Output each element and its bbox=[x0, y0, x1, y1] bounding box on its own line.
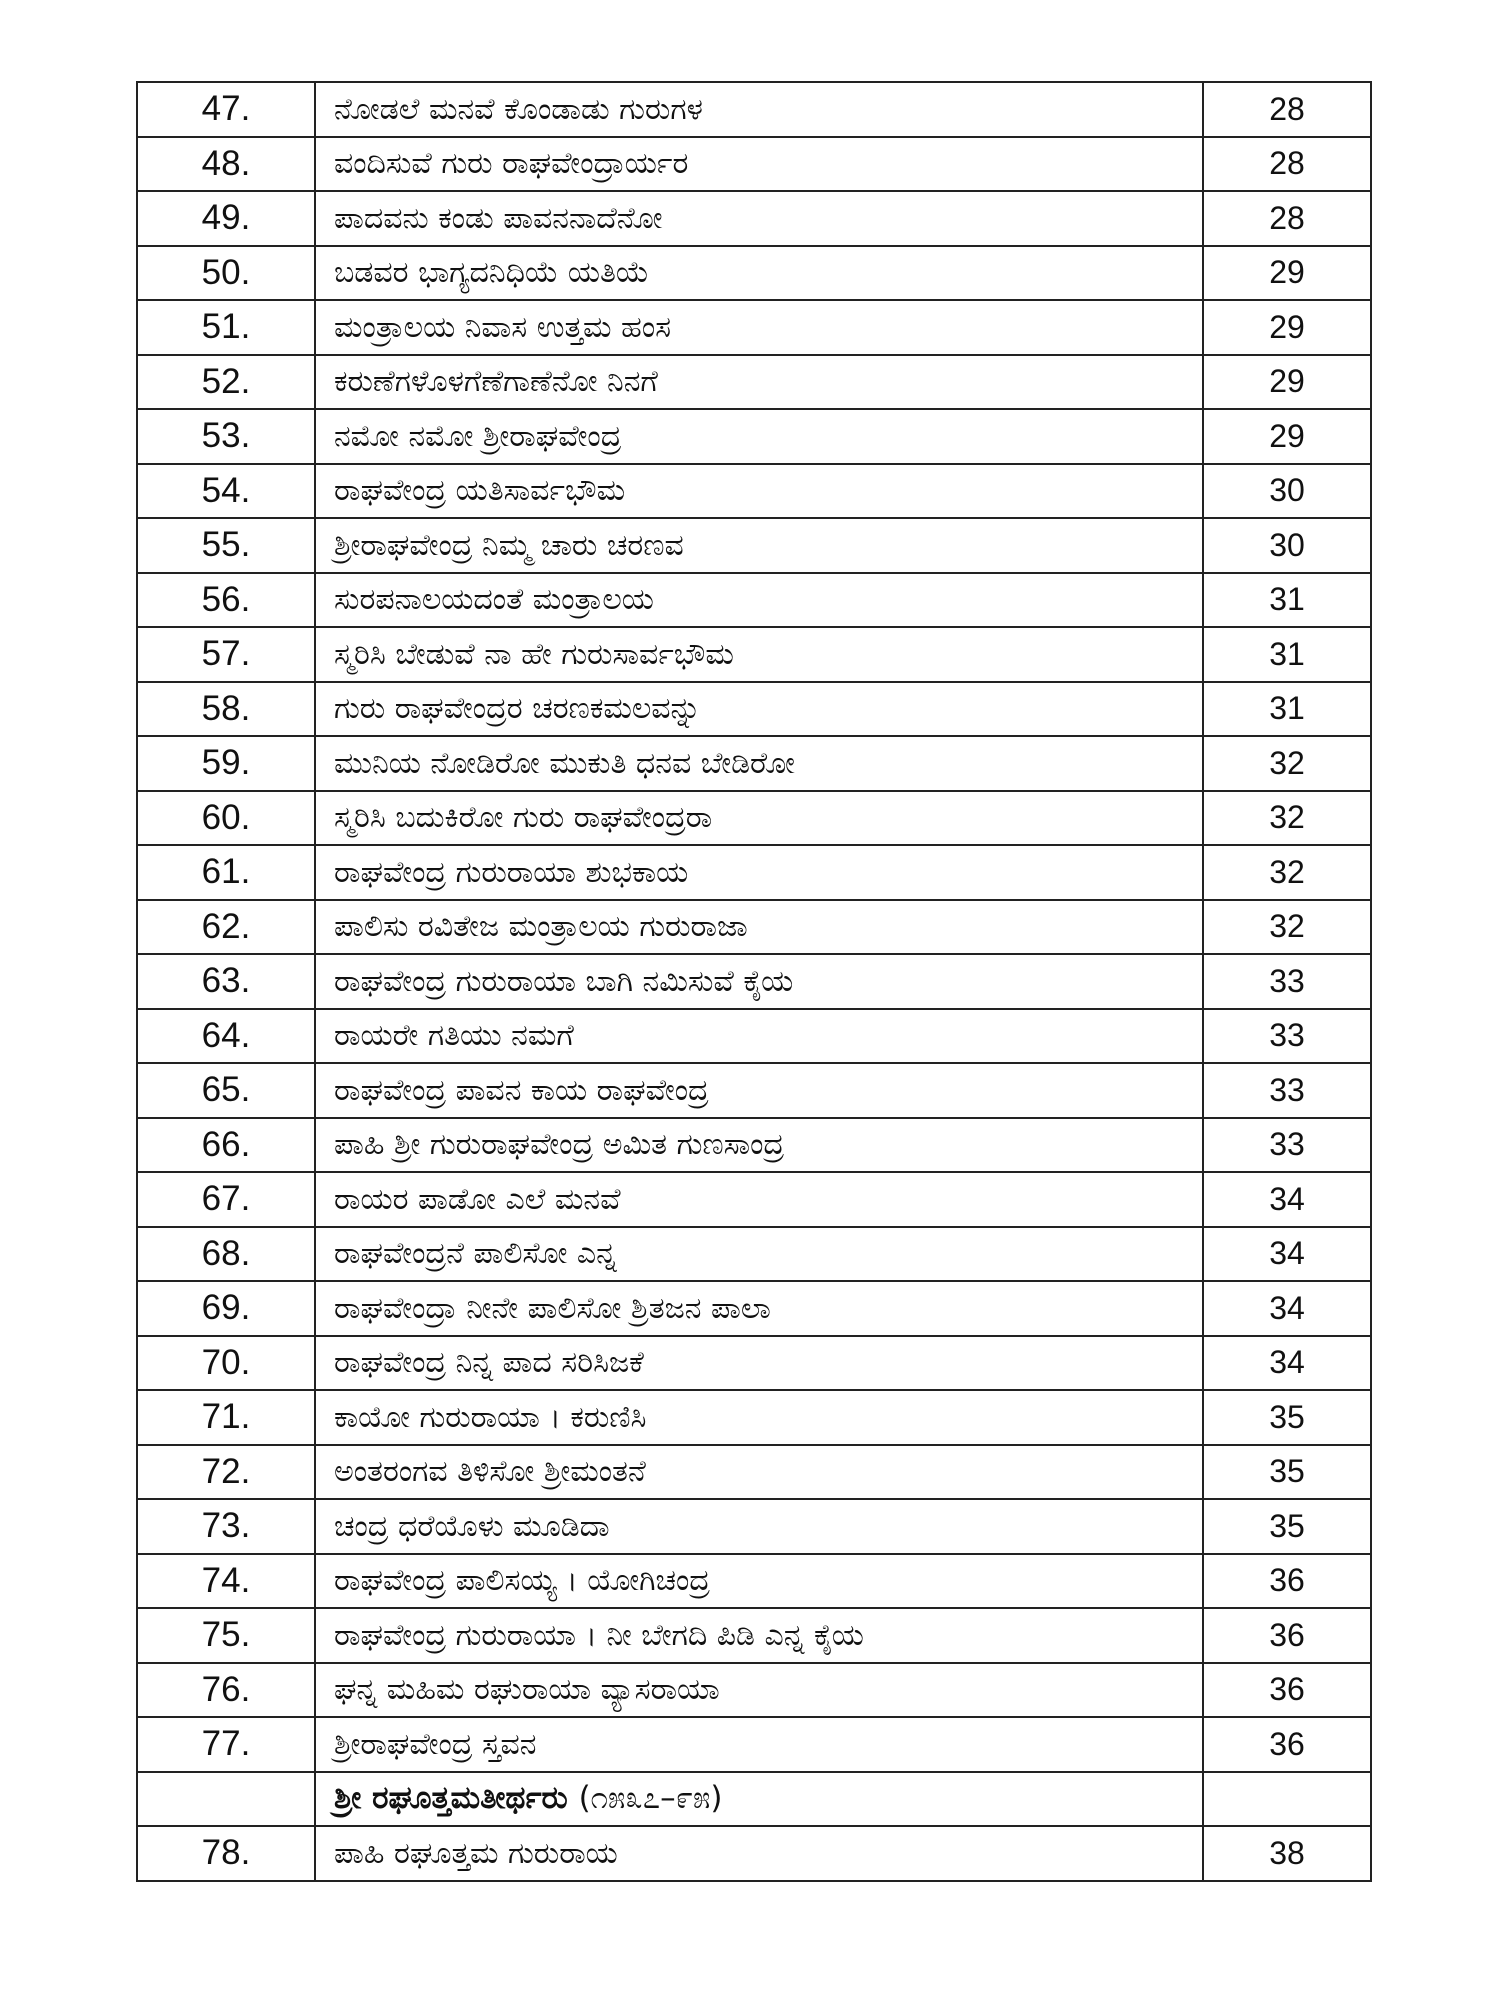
toc-row bbox=[137, 1281, 1371, 1336]
row-page: 30 bbox=[1203, 464, 1371, 519]
row-title: ಸುರಪನಾಲಯದಂತೆ ಮಂತ್ರಾಲಯ bbox=[315, 573, 1203, 628]
row-number: 51. bbox=[137, 300, 315, 355]
row-title: ರಾಘವೇಂದ್ರನೆ ಪಾಲಿಸೋ ಎನ್ನ bbox=[315, 1227, 1203, 1282]
row-page: 35 bbox=[1203, 1390, 1371, 1445]
row-page: 29 bbox=[1203, 246, 1371, 301]
row-title: ರಾಯರೇ ಗತಿಯು ನಮಗೆ bbox=[315, 1009, 1203, 1064]
toc-row bbox=[137, 355, 1371, 410]
row-title: ರಾಘವೇಂದ್ರ ಗುರುರಾಯಾ ಬಾಗಿ ನಮಿಸುವೆ ಕೈಯ bbox=[315, 954, 1203, 1009]
row-number: 57. bbox=[137, 627, 315, 682]
toc-row bbox=[137, 1009, 1371, 1064]
row-page: 35 bbox=[1203, 1445, 1371, 1500]
row-title: ಗುರು ರಾಘವೇಂದ್ರರ ಚರಣಕಮಲವನ್ನು bbox=[315, 682, 1203, 737]
row-title: ಪಾಲಿಸು ರವಿತೇಜ ಮಂತ್ರಾಲಯ ಗುರುರಾಜಾ bbox=[315, 900, 1203, 955]
toc-row bbox=[137, 1172, 1371, 1227]
toc-row bbox=[137, 954, 1371, 1009]
row-title: ರಾಘವೇಂದ್ರ ಯತಿಸಾರ್ವಭೌಮ bbox=[315, 464, 1203, 519]
row-number: 65. bbox=[137, 1063, 315, 1118]
row-page: 28 bbox=[1203, 137, 1371, 192]
section-years: (೧೫೩೭–೯೫) bbox=[578, 1780, 723, 1817]
row-title: ವಂದಿಸುವೆ ಗುರು ರಾಘವೇಂದ್ರಾರ್ಯರ bbox=[315, 137, 1203, 192]
row-page: 28 bbox=[1203, 191, 1371, 246]
row-number: 48. bbox=[137, 137, 315, 192]
row-number: 50. bbox=[137, 246, 315, 301]
toc-row bbox=[137, 300, 1371, 355]
row-page: 33 bbox=[1203, 1118, 1371, 1173]
row-number: 74. bbox=[137, 1554, 315, 1609]
toc-row bbox=[137, 82, 1371, 137]
row-page: 34 bbox=[1203, 1336, 1371, 1391]
row-title: ಸ್ಮರಿಸಿ ಬೇಡುವೆ ನಾ ಹೇ ಗುರುಸಾರ್ವಭೌಮ bbox=[315, 627, 1203, 682]
row-page: 31 bbox=[1203, 627, 1371, 682]
row-number: 78. bbox=[137, 1826, 315, 1881]
toc-row bbox=[137, 246, 1371, 301]
row-page: 36 bbox=[1203, 1554, 1371, 1609]
toc-row bbox=[137, 137, 1371, 192]
row-title: ಬಡವರ ಭಾಗ್ಯದನಿಧಿಯೆ ಯತಿಯೆ bbox=[315, 246, 1203, 301]
toc-row bbox=[137, 1663, 1371, 1718]
row-page: 31 bbox=[1203, 573, 1371, 628]
toc-row bbox=[137, 1336, 1371, 1391]
toc-row bbox=[137, 791, 1371, 846]
row-title: ರಾಯರ ಪಾಡೋ ಎಲೆ ಮನವೆ bbox=[315, 1172, 1203, 1227]
row-page: 38 bbox=[1203, 1826, 1371, 1881]
row-page: 32 bbox=[1203, 845, 1371, 900]
row-page: 29 bbox=[1203, 409, 1371, 464]
toc-body bbox=[137, 82, 1371, 1881]
toc-table bbox=[136, 81, 1372, 1882]
toc-row bbox=[137, 1554, 1371, 1609]
row-page: 36 bbox=[1203, 1608, 1371, 1663]
toc-row bbox=[137, 736, 1371, 791]
row-number: 61. bbox=[137, 845, 315, 900]
toc-row bbox=[137, 1118, 1371, 1173]
section-title: ಶ್ರೀ ರಘೂತ್ತಮತೀರ್ಥರು bbox=[334, 1780, 568, 1817]
row-page: 34 bbox=[1203, 1281, 1371, 1336]
toc-row bbox=[137, 1390, 1371, 1445]
row-number: 53. bbox=[137, 409, 315, 464]
row-number: 71. bbox=[137, 1390, 315, 1445]
row-number: 64. bbox=[137, 1009, 315, 1064]
row-title: ರಾಘವೇಂದ್ರ ನಿನ್ನ ಪಾದ ಸರಿಸಿಜಕೆ bbox=[315, 1336, 1203, 1391]
toc-row bbox=[137, 627, 1371, 682]
row-number: 76. bbox=[137, 1663, 315, 1718]
toc-row bbox=[137, 1445, 1371, 1500]
toc-row bbox=[137, 464, 1371, 519]
toc-row bbox=[137, 682, 1371, 737]
row-title: ರಾಘವೇಂದ್ರ ಗುರುರಾಯಾ ಶುಭಕಾಯ bbox=[315, 845, 1203, 900]
row-number: 58. bbox=[137, 682, 315, 737]
section-number-cell bbox=[137, 1772, 315, 1827]
row-page: 29 bbox=[1203, 355, 1371, 410]
section-row bbox=[137, 1772, 1371, 1827]
row-page: 30 bbox=[1203, 518, 1371, 573]
toc-row bbox=[137, 1499, 1371, 1554]
row-number: 54. bbox=[137, 464, 315, 519]
toc-row bbox=[137, 1717, 1371, 1772]
row-number: 56. bbox=[137, 573, 315, 628]
toc-row bbox=[137, 573, 1371, 628]
row-page: 33 bbox=[1203, 954, 1371, 1009]
row-number: 55. bbox=[137, 518, 315, 573]
row-page: 28 bbox=[1203, 82, 1371, 137]
row-number: 66. bbox=[137, 1118, 315, 1173]
row-title: ರಾಘವೇಂದ್ರ ಪಾವನ ಕಾಯ ರಾಘವೇಂದ್ರ bbox=[315, 1063, 1203, 1118]
row-title: ನೋಡಲೆ ಮನವೆ ಕೊಂಡಾಡು ಗುರುಗಳ bbox=[315, 82, 1203, 137]
row-page: 33 bbox=[1203, 1009, 1371, 1064]
row-title: ಶ್ರೀರಾಘವೇಂದ್ರ ಸ್ತವನ bbox=[315, 1717, 1203, 1772]
row-number: 77. bbox=[137, 1717, 315, 1772]
toc-row bbox=[137, 1826, 1371, 1881]
row-title: ಚಂದ್ರ ಧರೆಯೊಳು ಮೂಡಿದಾ bbox=[315, 1499, 1203, 1554]
row-title: ನಮೋ ನಮೋ ಶ್ರೀರಾಘವೇಂದ್ರ bbox=[315, 409, 1203, 464]
toc-row bbox=[137, 409, 1371, 464]
toc-row bbox=[137, 518, 1371, 573]
toc-row bbox=[137, 1608, 1371, 1663]
row-page: 32 bbox=[1203, 736, 1371, 791]
row-number: 59. bbox=[137, 736, 315, 791]
row-page: 29 bbox=[1203, 300, 1371, 355]
row-number: 72. bbox=[137, 1445, 315, 1500]
row-title: ರಾಘವೇಂದ್ರ ಗುರುರಾಯಾ । ನೀ ಬೇಗದಿ ಪಿಡಿ ಎನ್ನ ಕೈಯ bbox=[315, 1608, 1203, 1663]
row-title: ಮುನಿಯ ನೋಡಿರೋ ಮುಕುತಿ ಧನವ ಬೇಡಿರೋ bbox=[315, 736, 1203, 791]
row-number: 52. bbox=[137, 355, 315, 410]
section-title-cell bbox=[315, 1772, 1203, 1827]
row-number: 60. bbox=[137, 791, 315, 846]
row-number: 73. bbox=[137, 1499, 315, 1554]
row-number: 68. bbox=[137, 1227, 315, 1282]
row-number: 49. bbox=[137, 191, 315, 246]
row-title: ಮಂತ್ರಾಲಯ ನಿವಾಸ ಉತ್ತಮ ಹಂಸ bbox=[315, 300, 1203, 355]
row-title: ಕರುಣೆಗಳೊಳಗೆಣೆಗಾಣೆನೋ ನಿನಗೆ bbox=[315, 355, 1203, 410]
row-title: ಪಾದವನು ಕಂಡು ಪಾವನನಾದೆನೋ bbox=[315, 191, 1203, 246]
row-number: 70. bbox=[137, 1336, 315, 1391]
row-number: 67. bbox=[137, 1172, 315, 1227]
row-number: 63. bbox=[137, 954, 315, 1009]
row-title: ರಾಘವೇಂದ್ರಾ ನೀನೇ ಪಾಲಿಸೋ ಶ್ರಿತಜನ ಪಾಲಾ bbox=[315, 1281, 1203, 1336]
toc-row bbox=[137, 191, 1371, 246]
row-title: ಶ್ರೀರಾಘವೇಂದ್ರ ನಿಮ್ಮ ಚಾರು ಚರಣವ bbox=[315, 518, 1203, 573]
row-page: 33 bbox=[1203, 1063, 1371, 1118]
row-page: 36 bbox=[1203, 1717, 1371, 1772]
row-number: 69. bbox=[137, 1281, 315, 1336]
row-page: 36 bbox=[1203, 1663, 1371, 1718]
section-page-cell bbox=[1203, 1772, 1371, 1827]
row-title: ಪಾಹಿ ಶ್ರೀ ಗುರುರಾಘವೇಂದ್ರ ಅಮಿತ ಗುಣಸಾಂದ್ರ bbox=[315, 1118, 1203, 1173]
row-page: 34 bbox=[1203, 1227, 1371, 1282]
row-number: 62. bbox=[137, 900, 315, 955]
toc-row bbox=[137, 845, 1371, 900]
row-title: ಸ್ಮರಿಸಿ ಬದುಕಿರೋ ಗುರು ರಾಘವೇಂದ್ರರಾ bbox=[315, 791, 1203, 846]
row-number: 47. bbox=[137, 82, 315, 137]
row-title: ರಾಘವೇಂದ್ರ ಪಾಲಿಸಯ್ಯ । ಯೋಗಿಚಂದ್ರ bbox=[315, 1554, 1203, 1609]
row-page: 35 bbox=[1203, 1499, 1371, 1554]
row-page: 32 bbox=[1203, 900, 1371, 955]
row-title: ಪಾಹಿ ರಘೂತ್ತಮ ಗುರುರಾಯ bbox=[315, 1826, 1203, 1881]
row-page: 34 bbox=[1203, 1172, 1371, 1227]
row-number: 75. bbox=[137, 1608, 315, 1663]
row-title: ಅಂತರಂಗವ ತಿಳಿಸೋ ಶ್ರೀಮಂತನೆ bbox=[315, 1445, 1203, 1500]
row-page: 31 bbox=[1203, 682, 1371, 737]
row-title: ಘನ್ನ ಮಹಿಮ ರಘುರಾಯಾ ವ್ಯಾಸರಾಯಾ bbox=[315, 1663, 1203, 1718]
row-title: ಕಾಯೋ ಗುರುರಾಯಾ । ಕರುಣಿಸಿ bbox=[315, 1390, 1203, 1445]
row-page: 32 bbox=[1203, 791, 1371, 846]
toc-row bbox=[137, 1227, 1371, 1282]
toc-row bbox=[137, 900, 1371, 955]
toc-row bbox=[137, 1063, 1371, 1118]
